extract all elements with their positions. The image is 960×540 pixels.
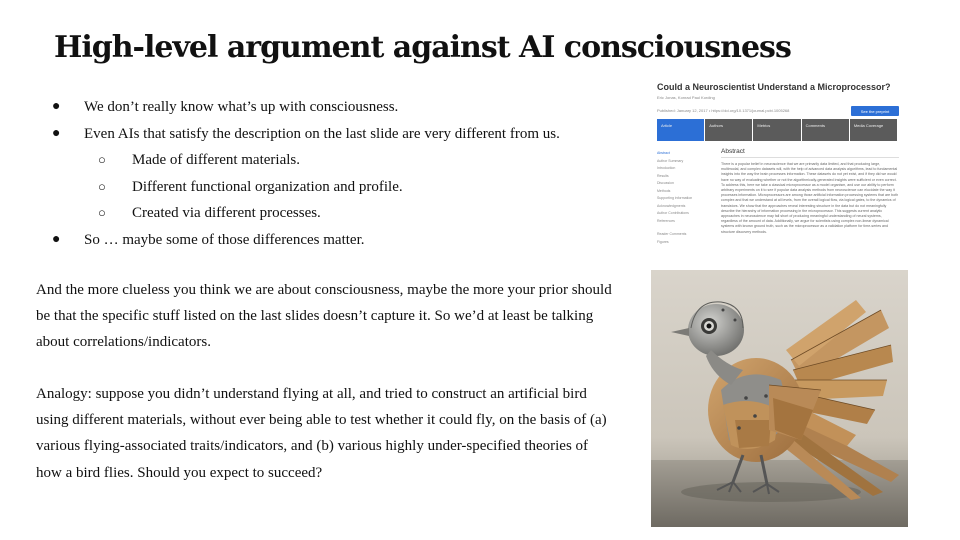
abstract-heading: Abstract: [721, 148, 899, 158]
slide-title: High-level argument against AI consciousness: [54, 30, 791, 65]
sub-bullet-item: [50, 147, 610, 174]
side-nav-item[interactable]: Reader Comments: [657, 232, 687, 236]
paper-meta: [651, 104, 908, 118]
sub-bullet-item: [50, 200, 610, 227]
mechanical-bird-image: [651, 270, 908, 527]
bullet-item: [50, 94, 610, 121]
tab-comments[interactable]: Comments: [802, 119, 849, 141]
paragraph-bird-analogy: Analogy: suppose you didn’t understand flying at all, and tried to construct an artificial bird using different materials, without ever being able to test whether it could fly, on the basis of (a) various flying-associated traits/indicators, and (b) various highly under-specified theories of how a bird flies. Should you expect to succeed?: [36, 386, 607, 481]
paper-published: Published: January 12, 2017 • https://doi.org/10.1371/journal.pcbi.1005268: [657, 108, 790, 113]
paragraph-clueless-prior: And the more clueless you think we are about consciousness, maybe the more your prior should be that the specific stuff listed on the last slides doesn’t capture it. So we’d at least be talking about correlations/indicators.: [36, 282, 612, 351]
bullet-text: Even AIs that satisfy the description on the last slide are very different from us.: [84, 125, 560, 142]
side-nav-item[interactable]: Figures: [657, 239, 669, 244]
side-nav-item[interactable]: Abstract: [657, 151, 670, 155]
tab-media-coverage[interactable]: Media Coverage: [850, 119, 897, 141]
side-nav-item[interactable]: Author Contributions: [657, 211, 689, 215]
side-nav-item[interactable]: Supporting information: [657, 196, 693, 200]
bird-illustration: [651, 270, 908, 527]
paper-abstract: [721, 148, 899, 235]
tab-article[interactable]: Article: [657, 119, 704, 141]
bullet-marker: ●: [52, 99, 61, 114]
bullet-marker: ●: [52, 231, 61, 247]
side-nav-item[interactable]: Methods: [657, 188, 671, 193]
side-nav-item[interactable]: References: [657, 218, 675, 223]
side-nav-item[interactable]: Results: [657, 173, 669, 178]
side-nav-item[interactable]: Author Summary: [657, 158, 684, 163]
bullet-text: Different functional organization and profile.: [132, 178, 403, 195]
bullet-list: [50, 94, 610, 253]
sub-bullet-marker: ○: [98, 205, 106, 220]
tab-authors[interactable]: Authors: [705, 119, 752, 141]
paper-title: Could a Neuroscientist Understand a Microprocessor?: [657, 82, 891, 92]
side-nav-item[interactable]: Acknowledgments: [657, 203, 686, 208]
bullet-item: [50, 227, 610, 254]
tab-metrics[interactable]: Metrics: [753, 119, 800, 141]
see-preprint-button[interactable]: See the preprint: [851, 106, 899, 116]
bullet-text: Made of different materials.: [132, 152, 300, 168]
bullet-item: [50, 121, 610, 148]
side-nav-item[interactable]: Introduction: [657, 166, 676, 170]
sub-bullet-item: [50, 174, 610, 201]
paper-tabs: [657, 119, 898, 141]
bullet-marker: ●: [52, 125, 61, 141]
paper-screenshot: [651, 78, 908, 263]
paper-side-nav: [657, 150, 715, 246]
paper-authors: Eric Jonas, Konrad Paul Kording: [657, 95, 715, 100]
bullet-text: So … maybe some of those differences matter.: [84, 231, 365, 248]
abstract-text: There is a popular belief in neuroscience that we are primarily data limited, and that producing large, multimodal, and complex datasets will, with the help of advanced data analysis algorithms, lead to fundamental insights into the way the brain processes information. These datasets do not yet exist, and if they did we would have no way of evaluating whether or not the algorithmically-generated insights were sufficient or even correct. To address this, here we take a classical microprocessor as a model organism, and use our ability to perform arbitrary experiments on it to see if popular data analysis methods from neuroscience can elucidate the way it processes information. Microprocessors are among those artificial information processing systems that are both complex and that we understand at all levels, from the overall logical flow, via logical gates, to the dynamics of transistors. We show that the approaches reveal interesting structure in the data but do not meaningfully describe the hierarchy of information processing in the microprocessor. This suggests current analytic approaches in neuroscience may fall short of producing meaningful understanding of neural systems, regardless of the amount of data. Additionally, we argue for scientists using complex non-linear dynamical systems with known ground truth, such as the microprocessor as a validation platform for time-series and structure discovery methods.: [721, 162, 899, 234]
bullet-text: We don’t really know what’s up with consciousness.: [84, 99, 399, 115]
side-nav-item[interactable]: Discussion: [657, 181, 674, 185]
sub-bullet-marker: ○: [98, 178, 106, 194]
sub-bullet-marker: ○: [98, 152, 106, 167]
bullet-text: Created via different processes.: [132, 205, 321, 221]
